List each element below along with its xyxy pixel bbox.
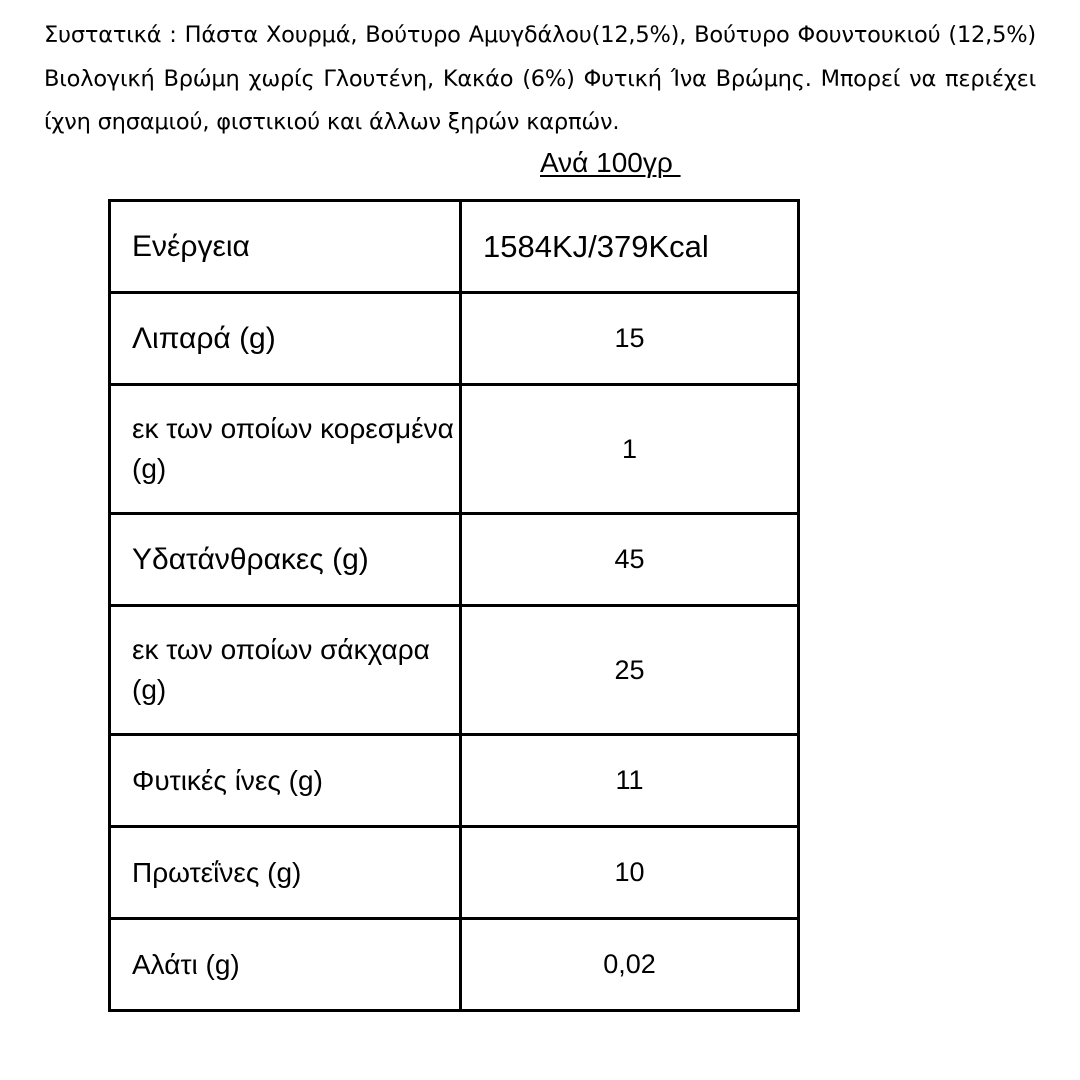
row-label: Λιπαρά (g)	[110, 293, 461, 385]
nutrition-table	[108, 199, 800, 1012]
table-row-fibre	[110, 735, 799, 827]
table-row-salt	[110, 919, 799, 1011]
row-value: 1	[461, 385, 799, 514]
row-label: εκ των οποίων κορεσμένα (g)	[110, 385, 461, 514]
row-value: 1584KJ/379Kcal	[461, 201, 799, 293]
ingredients-text: Συστατικά : Πάστα Χουρμά, Βούτυρο Αμυγδάλου(12,5%), Βούτυρο Φουντουκιού (12,5%) Βιολογική Βρώμη χωρίς Γλουτένη, Κακάο (6%) Φυτική Ίνα Βρώμης. Μπορεί να περιέχει ίχνη σησαμιού, φιστικιού και άλλων ξηρών καρπών.	[44, 22, 1036, 135]
table-row-fat	[110, 293, 799, 385]
row-value: 45	[461, 514, 799, 606]
table-row-energy	[110, 201, 799, 293]
row-label: Φυτικές ίνες (g)	[110, 735, 461, 827]
row-value: 10	[461, 827, 799, 919]
row-value: 11	[461, 735, 799, 827]
table-row-carbohydrates	[110, 514, 799, 606]
row-label: Υδατάνθρακες (g)	[110, 514, 461, 606]
row-label: Αλάτι (g)	[110, 919, 461, 1011]
row-value: 0,02	[461, 919, 799, 1011]
table-row-protein	[110, 827, 799, 919]
table-header-per-100g: Ανά 100γρ	[540, 147, 681, 178]
row-label: Ενέργεια	[110, 201, 461, 293]
row-value: 25	[461, 606, 799, 735]
table-row-saturated-fat	[110, 385, 799, 514]
row-label: Πρωτεΐνες (g)	[110, 827, 461, 919]
table-row-sugars	[110, 606, 799, 735]
row-value: 15	[461, 293, 799, 385]
row-label: εκ των οποίων σάκχαρα (g)	[110, 606, 461, 735]
